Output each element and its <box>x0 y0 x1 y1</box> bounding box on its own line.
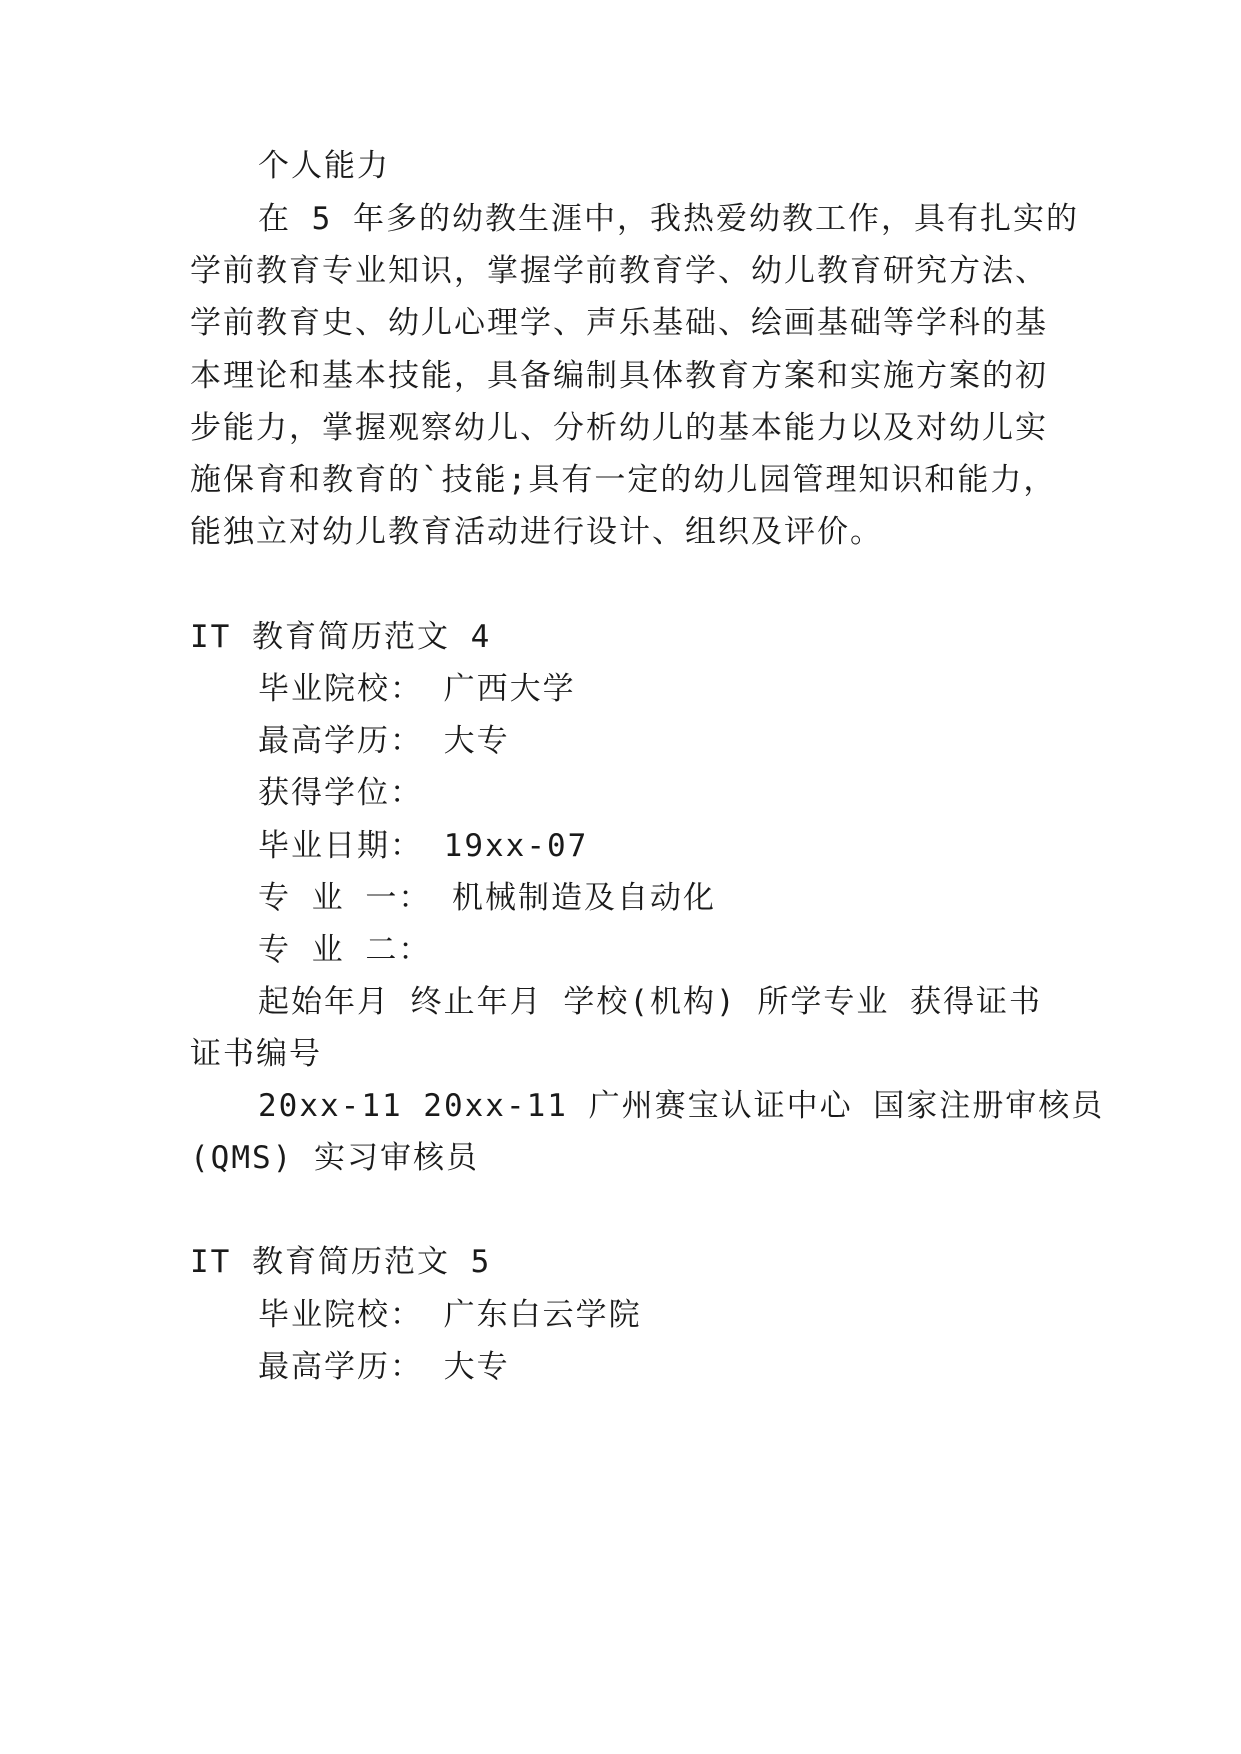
section-heading: 个人能力 <box>258 148 390 184</box>
section-title: IT 教育简历范文 4 <box>190 619 492 655</box>
field-line: 获得学位： <box>258 775 423 811</box>
table-row-line: 20xx-11 20xx-11 广州赛宝认证中心 国家注册审核员 <box>258 1088 1105 1124</box>
paragraph-line: 本理论和基本技能，具备编制具体教育方案和实施方案的初 <box>190 358 1048 394</box>
paragraph-line: 学前教育专业知识，掌握学前教育学、幼儿教育研究方法、 <box>190 253 1048 289</box>
section-title: IT 教育简历范文 5 <box>190 1244 492 1280</box>
field-line: 最高学历： 大专 <box>258 723 510 759</box>
field-line: 最高学历： 大专 <box>258 1349 510 1385</box>
table-row-line: (QMS) 实习审核员 <box>190 1140 479 1176</box>
paragraph-line: 学前教育史、幼儿心理学、声乐基础、绘画基础等学科的基 <box>190 305 1048 341</box>
field-line: 毕业院校： 广西大学 <box>258 671 576 707</box>
field-line: 专 业 一： 机械制造及自动化 <box>258 880 716 916</box>
paragraph-line: 施保育和教育的`技能;具有一定的幼儿园管理知识和能力， <box>190 462 1057 498</box>
paragraph-line: 在 5 年多的幼教生涯中，我热爱幼教工作，具有扎实的 <box>258 201 1079 237</box>
paragraph-line: 能独立对幼儿教育活动进行设计、组织及评价。 <box>190 514 883 550</box>
field-line: 专 业 二： <box>258 932 432 968</box>
table-header-line: 证书编号 <box>190 1036 322 1072</box>
paragraph-line: 步能力，掌握观察幼儿、分析幼儿的基本能力以及对幼儿实 <box>190 410 1048 446</box>
field-line: 毕业日期： 19xx-07 <box>258 828 589 864</box>
table-header-line: 起始年月 终止年月 学校(机构) 所学专业 获得证书 <box>258 984 1042 1020</box>
field-line: 毕业院校： 广东白云学院 <box>258 1297 642 1333</box>
